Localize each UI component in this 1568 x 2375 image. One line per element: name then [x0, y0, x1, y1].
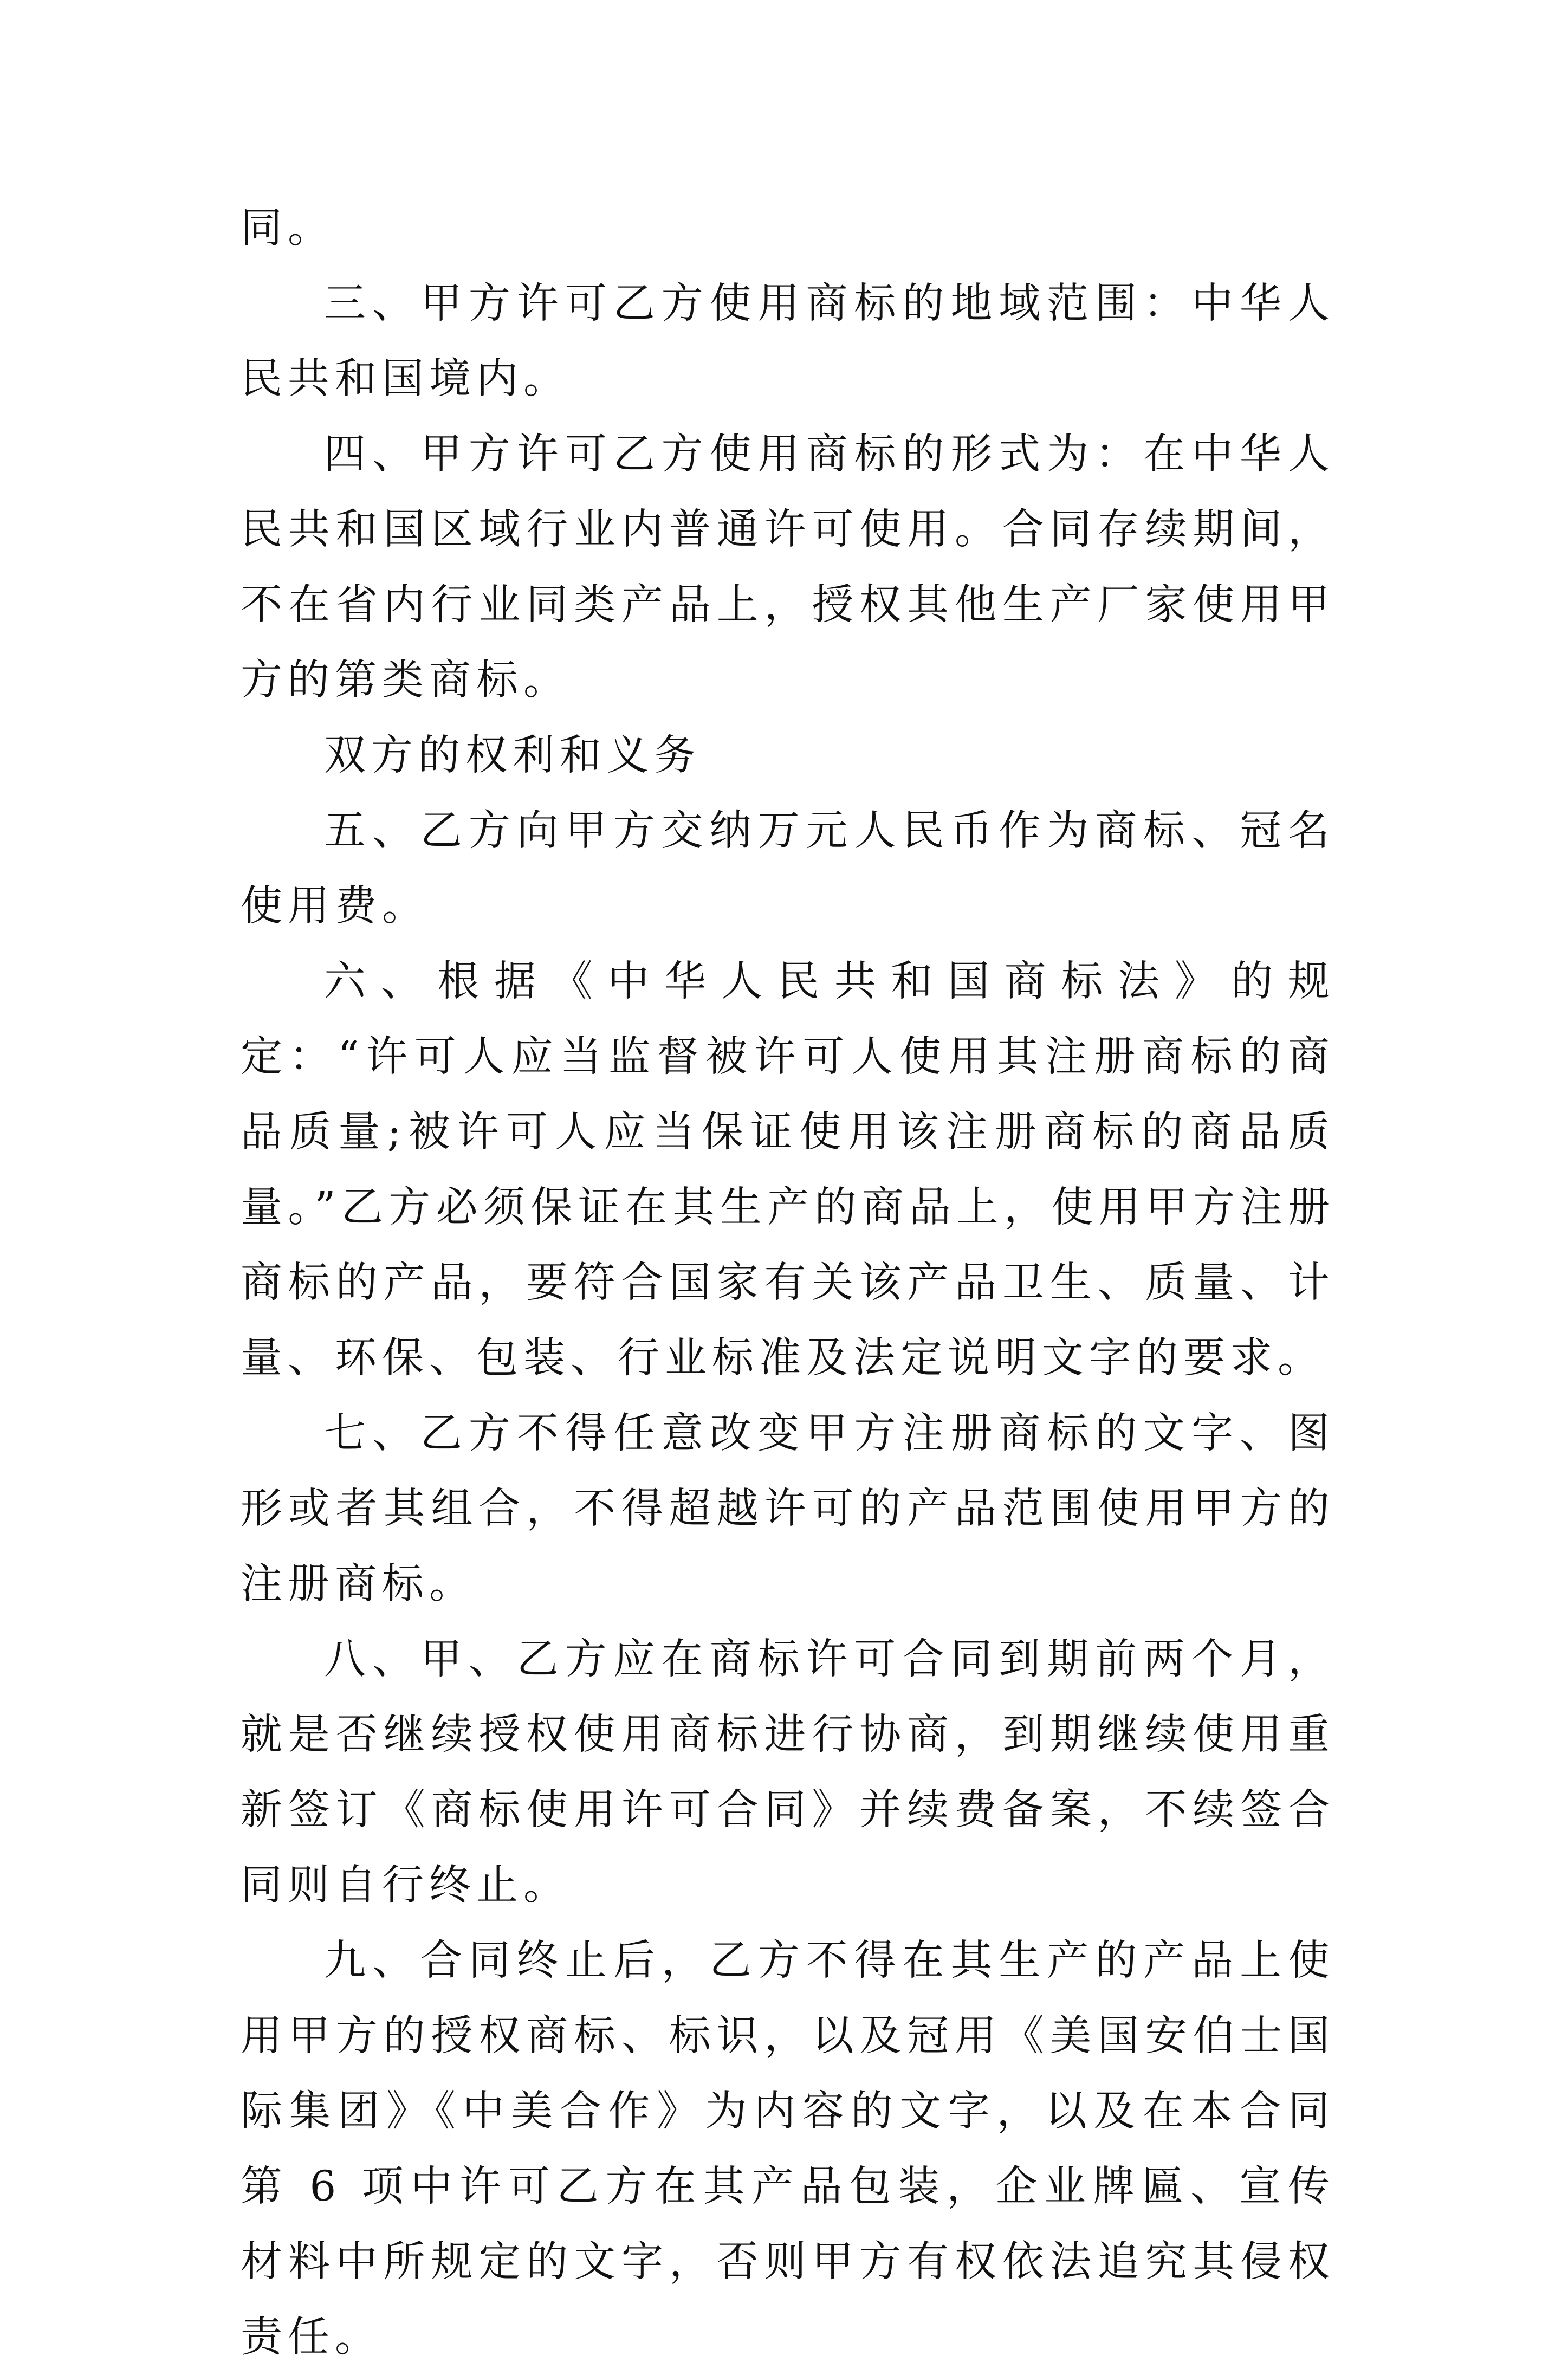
- document-body: [241, 191, 1335, 2375]
- paragraph-clause-8: 八、甲、乙方应在商标许可合同到期前两个月，就是否继续授权使用商标进行协商，到期继续使用重新签订《商标使用许可合同》并续费备案，不续签合同则自行终止。: [241, 1635, 1335, 1910]
- paragraph-clause-5: 五、乙方向甲方交纳万元人民币作为商标、冠名使用费。: [241, 807, 1335, 930]
- paragraph-clause-9: 九、合同终止后，乙方不得在其生产的产品上使用甲方的授权商标、标识，以及冠用《美国安伯士国际集团》《中美合作》为内容的文字，以及在本合同第 6 项中许可乙方在其产品包装，企业牌匾、宣传材料中所规定的文字，否则甲方有权依法追究其侵权责任。: [241, 1937, 1335, 2361]
- paragraph-clause-4: 四、甲方许可乙方使用商标的形式为：在中华人民共和国区域行业内普通许可使用。合同存续期间，不在省内行业同类产品上，授权其他生产厂家使用甲方的第类商标。: [241, 430, 1335, 704]
- paragraph-clause-3: 三、甲方许可乙方使用商标的地域范围：中华人民共和国境内。: [241, 280, 1335, 403]
- paragraph-continuation: 同。: [241, 204, 335, 253]
- section-heading-rights-obligations: 双方的权利和义务: [324, 732, 701, 780]
- paragraph-clause-6: 六、根据《中华人民共和国商标法》的规定：“许可人应当监督被许可人使用其注册商标的商品质量;被许可人应当保证使用该注册商标的商品质量。”乙方必须保证在其生产的商品上，使用甲方注册商标的产品，要符合国家有关该产品卫生、质量、计量、环保、包装、行业标准及法定说明文字的要求。: [241, 957, 1335, 1382]
- paragraph-clause-7: 七、乙方不得任意改变甲方注册商标的文字、图形或者其组合，不得超越许可的产品范围使用甲方的注册商标。: [241, 1409, 1335, 1608]
